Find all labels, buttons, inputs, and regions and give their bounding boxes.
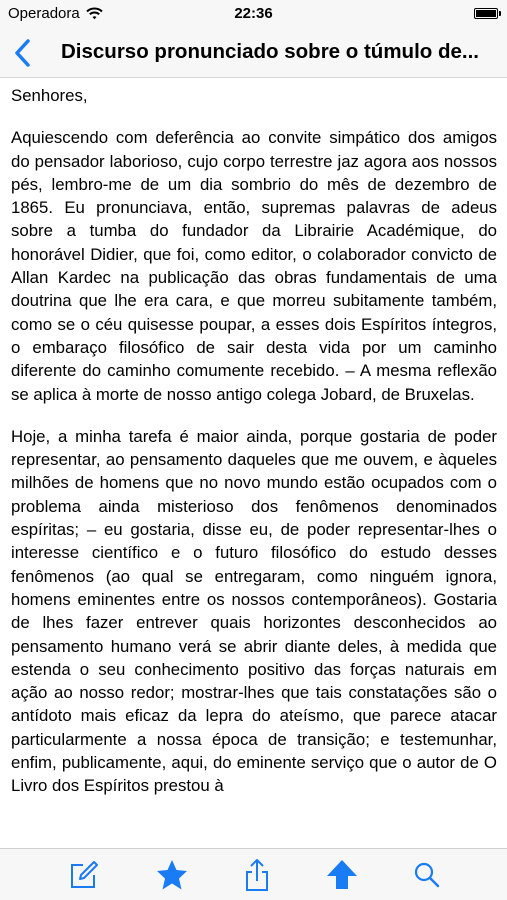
edit-note-button[interactable]	[67, 858, 101, 892]
search-button[interactable]	[410, 858, 444, 892]
status-bar	[0, 0, 507, 28]
paragraph-greeting: Senhores,	[11, 86, 88, 105]
bottom-toolbar	[0, 848, 507, 900]
carrier-name: Operadora	[8, 5, 80, 22]
favorite-button[interactable]	[155, 858, 189, 892]
share-button[interactable]	[240, 858, 274, 892]
article-body	[11, 84, 497, 844]
chevron-left-icon	[6, 35, 42, 71]
arrow-up-icon	[325, 858, 359, 892]
paragraph-2: Hoje, a minha tarefa é maior ainda, porque gostaria de poder representar, ao pensamento daqueles que me ouvem, e àqueles milhões de homens que no novo mundo estão ocupados com o problema ainda misterioso dos fenômenos denominados espíritas; – eu gostaria, disse eu, de poder representar-lhes o interesse científico e o futuro filosófico do estudo desses fenômenos (ao qual se entregaram, como ninguém ignora, homens eminentes entre os nossos contemporâneos). Gostaria de lhes fazer entrever quais horizontes desconhecidos ao pensamento humano verá se abrir diante deles, à medida que estenda o seu conhecimento positivo das forças naturais em ação ao nosso redor; mostrar-lhes que tais constatações são o antídoto mais eficaz da lepra do ateísmo, que parece atacar particularmente a nossa época de transição; e testemunhar, enfim, publicamente, aqui, do eminente serviço que o autor de O Livro dos Espíritos prestou à	[11, 426, 497, 796]
battery-icon	[474, 8, 498, 19]
share-icon	[240, 858, 274, 892]
back-button[interactable]	[6, 35, 42, 71]
paragraph-1: Aquiescendo com deferência ao convite simpático dos amigos do pensador laborioso, cujo corpo terrestre jaz agora aos nossos pés, lembro-me de um dia sombrio do mês de dezembro de 1865. Eu pronunciava, então, supremas palavras de adeus sobre a tumba do fundador da Librairie Académique, do honorável Didier, que foi, como editor, o colaborador convicto de Allan Kardec na publicação das obras fundamentais de uma doutrina que lhe era cara, e que morreu subitamente também, como se o céu quisesse poupar, a esses dois Espíritos íntegros, o embaraço filosófico de sair desta vida por um caminho diferente do caminho comumente recebido. – A mesma reflexão se aplica à morte de nosso antigo colega Jobard, de Bruxelas.	[11, 128, 497, 404]
edit-note-icon	[67, 858, 101, 892]
star-icon	[155, 858, 189, 892]
go-up-button[interactable]	[325, 858, 359, 892]
page-title: Discurso pronunciado sobre o túmulo de...	[61, 40, 480, 63]
navigation-bar	[0, 28, 507, 78]
search-icon	[410, 858, 444, 892]
status-time: 22:36	[234, 5, 273, 22]
